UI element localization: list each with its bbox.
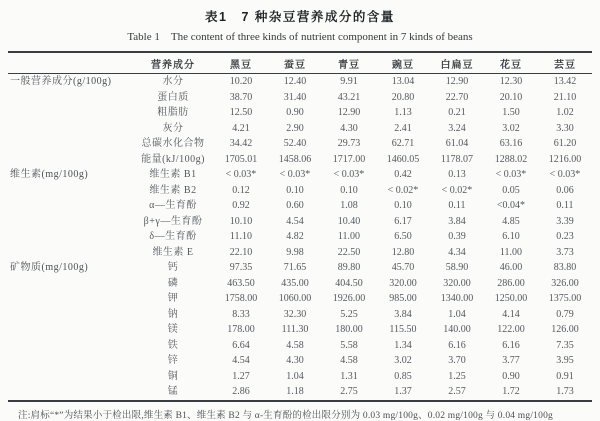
nutrient-name: 总碳水化合物 <box>141 138 205 149</box>
nutrient-value: 63.16 <box>499 138 523 149</box>
nutrient-value: 12.90 <box>445 76 469 87</box>
nutrient-value: 0.39 <box>448 231 466 242</box>
nutrient-name: 维生素 B1 <box>149 169 197 180</box>
nutrient-value: 97.35 <box>229 262 253 273</box>
nutrient-value: 8.33 <box>232 308 250 320</box>
nutrient-value: 3.84 <box>448 215 466 227</box>
nutrient-value: 12.90 <box>337 107 361 118</box>
nutrient-value: 111.30 <box>281 324 309 335</box>
nutrient-value: 1.72 <box>502 386 520 397</box>
nutrient-value: 5.25 <box>340 308 358 320</box>
nutrient-value: 2.75 <box>340 386 358 397</box>
nutrient-value: <0.04* <box>496 200 526 211</box>
nutrient-value: 11.10 <box>229 231 253 242</box>
nutrient-value: 1.50 <box>502 107 520 118</box>
nutrient-value: 1.37 <box>394 386 412 397</box>
nutrient-value: 0.11 <box>556 200 574 211</box>
nutrient-value: 31.40 <box>283 91 307 103</box>
nutrient-value: 3.84 <box>394 308 412 320</box>
table-row <box>8 74 592 90</box>
nutrient-value: 4.14 <box>502 308 520 320</box>
col-header-nutrient: 营养成分 <box>132 52 214 74</box>
nutrient-name: δ—生育酚 <box>149 231 197 242</box>
nutrient-value: 2.86 <box>232 386 250 397</box>
nutrient-value: 1.27 <box>232 370 250 382</box>
nutrient-table <box>8 51 592 402</box>
nutrient-name: 蛋白质 <box>157 91 189 103</box>
nutrient-value: < 0.02* <box>387 184 419 196</box>
nutrient-value: 13.04 <box>391 76 415 87</box>
nutrient-value: 6.16 <box>502 339 520 351</box>
table-title-zh: 表1 7 种杂豆营养成分的含量 <box>205 10 395 24</box>
table-footnote: 注:肩标“*”为结果小于检出限,维生素 B1、维生素 B2 与 α-生育酚的检出限分别为 0.03 mg/100g、0.02 mg/100g 与 0.04 mg/100g <box>18 410 553 421</box>
nutrient-value: 1375.00 <box>548 293 582 304</box>
nutrient-value: 4.21 <box>232 122 250 134</box>
col-header-bean: 青豆 <box>322 52 376 74</box>
nutrient-value: 32.30 <box>283 308 307 320</box>
nutrient-name: 钠 <box>167 308 179 320</box>
nutrient-value: 1.73 <box>556 386 574 397</box>
nutrient-value: 985.00 <box>389 293 417 304</box>
nutrient-value: 22.70 <box>445 91 469 103</box>
nutrient-value: 4.30 <box>286 355 304 366</box>
nutrient-value: 6.64 <box>232 339 250 351</box>
nutrient-value: 1178.07 <box>440 153 474 165</box>
nutrient-value: 4.54 <box>286 215 304 227</box>
nutrient-value: 320.00 <box>443 277 471 289</box>
col-header-bean: 黑豆 <box>214 52 268 74</box>
nutrient-name: 维生素 E <box>152 246 194 258</box>
nutrient-value: 3.95 <box>556 355 574 366</box>
nutrient-value: 6.17 <box>394 215 412 227</box>
nutrient-value: 1460.05 <box>386 153 420 165</box>
nutrient-value: 22.10 <box>229 246 253 258</box>
nutrient-name: 铜 <box>167 370 179 382</box>
nutrient-value: 45.70 <box>391 262 415 273</box>
nutrient-value: < 0.02* <box>441 184 473 196</box>
nutrient-value: 38.70 <box>229 91 253 103</box>
nutrient-value: 1.04 <box>448 308 466 320</box>
nutrient-name: 钾 <box>167 293 179 304</box>
nutrient-value: 4.85 <box>502 215 520 227</box>
nutrient-value: 0.06 <box>556 184 574 196</box>
nutrient-value: 83.80 <box>553 262 577 273</box>
nutrient-value: 286.00 <box>497 277 525 289</box>
nutrient-value: 43.21 <box>337 91 361 103</box>
nutrient-value: 463.50 <box>227 277 255 289</box>
nutrient-value: 2.41 <box>394 122 412 134</box>
nutrient-name: 铁 <box>167 339 179 351</box>
nutrient-name: 锌 <box>167 355 179 366</box>
nutrient-value: 3.70 <box>448 355 466 366</box>
table-body <box>8 74 592 401</box>
nutrient-value: 3.77 <box>502 355 520 366</box>
col-header-bean: 蚕豆 <box>268 52 322 74</box>
nutrient-value: 0.10 <box>286 184 304 196</box>
nutrient-value: 12.40 <box>283 76 307 87</box>
nutrient-value: 1758.00 <box>224 293 258 304</box>
col-header-bean: 芸豆 <box>538 52 592 74</box>
nutrient-name: 水分 <box>162 76 184 87</box>
nutrient-value: 140.00 <box>443 324 471 335</box>
nutrient-value: 1.04 <box>286 370 304 382</box>
nutrient-value: 71.65 <box>283 262 307 273</box>
nutrient-value: 29.73 <box>337 138 361 149</box>
nutrient-value: 0.92 <box>232 200 250 211</box>
nutrient-value: < 0.03* <box>495 169 527 180</box>
col-header-bean: 花豆 <box>484 52 538 74</box>
nutrient-value: 1340.00 <box>440 293 474 304</box>
nutrient-value: 13.42 <box>553 76 577 87</box>
section-label: 一般营养成分(g/100g) <box>10 76 112 87</box>
nutrient-value: 6.16 <box>448 339 466 351</box>
table-row <box>8 167 592 183</box>
nutrient-value: 0.12 <box>232 184 250 196</box>
nutrient-value: 1.18 <box>286 386 304 397</box>
nutrient-value: 1060.00 <box>278 293 312 304</box>
nutrient-value: 0.60 <box>286 200 304 211</box>
nutrient-value: 61.04 <box>445 138 469 149</box>
nutrient-value: 20.80 <box>391 91 415 103</box>
section-label: 维生素(mg/100g) <box>10 169 89 180</box>
table-title-en: Table 1 The content of three kinds of nutrient component in 7 kinds of beans <box>127 31 473 43</box>
col-header-bean: 白扁豆 <box>430 52 484 74</box>
nutrient-value: 0.23 <box>556 231 574 242</box>
section-label: 矿物质(mg/100g) <box>10 262 89 273</box>
nutrient-value: 122.00 <box>497 324 525 335</box>
nutrient-value: 3.02 <box>502 122 520 134</box>
nutrient-value: 126.00 <box>551 324 579 335</box>
nutrient-value: 1288.02 <box>494 153 528 165</box>
col-header-bean: 豌豆 <box>376 52 430 74</box>
nutrient-value: 12.80 <box>391 246 415 258</box>
nutrient-value: 1705.01 <box>224 153 258 165</box>
header-row <box>8 52 592 74</box>
nutrient-value: 1926.00 <box>332 293 366 304</box>
nutrient-value: < 0.03* <box>549 169 581 180</box>
nutrient-value: 4.34 <box>448 246 466 258</box>
nutrient-value: 3.30 <box>556 122 574 134</box>
nutrient-value: 0.13 <box>448 169 466 180</box>
nutrient-value: 61.20 <box>553 138 577 149</box>
nutrient-name: 钙 <box>167 262 179 273</box>
nutrient-value: 9.91 <box>340 76 358 87</box>
nutrient-value: 21.10 <box>553 91 577 103</box>
nutrient-value: 52.40 <box>283 138 307 149</box>
nutrient-value: 1250.00 <box>494 293 528 304</box>
nutrient-value: < 0.03* <box>333 169 365 180</box>
nutrient-value: 404.50 <box>335 277 363 289</box>
nutrient-value: 4.54 <box>232 355 250 366</box>
nutrient-value: 0.42 <box>394 169 412 180</box>
nutrient-value: 115.50 <box>389 324 417 335</box>
nutrient-value: 5.58 <box>340 339 358 351</box>
nutrient-value: 0.21 <box>448 107 466 118</box>
table-header <box>8 52 592 74</box>
nutrient-value: 0.79 <box>556 308 574 320</box>
nutrient-value: 6.10 <box>502 231 520 242</box>
nutrient-value: 1.08 <box>340 200 358 211</box>
nutrient-value: 178.00 <box>227 324 255 335</box>
nutrient-name: 粗脂肪 <box>157 107 189 118</box>
nutrient-value: < 0.03* <box>279 169 311 180</box>
nutrient-value: 34.42 <box>229 138 253 149</box>
nutrient-value: 0.85 <box>394 370 412 382</box>
nutrient-value: 320.00 <box>389 277 417 289</box>
nutrient-value: 6.50 <box>394 231 412 242</box>
nutrient-value: 12.50 <box>229 107 253 118</box>
nutrient-value: 0.05 <box>502 184 520 196</box>
nutrient-value: 3.39 <box>556 215 574 227</box>
nutrient-value: 4.82 <box>286 231 304 242</box>
nutrient-name: 锰 <box>167 386 179 397</box>
nutrient-value: 326.00 <box>551 277 579 289</box>
nutrient-value: 22.50 <box>337 246 361 258</box>
nutrient-value: 435.00 <box>281 277 309 289</box>
nutrient-value: 4.30 <box>340 122 358 134</box>
nutrient-value: 1458.06 <box>278 153 312 165</box>
nutrient-value: 58.90 <box>445 262 469 273</box>
nutrient-value: 3.73 <box>556 246 574 258</box>
nutrient-value: 89.80 <box>337 262 361 273</box>
nutrient-value: 180.00 <box>335 324 363 335</box>
nutrient-value: 3.24 <box>448 122 466 134</box>
nutrient-value: 1.34 <box>394 339 412 351</box>
nutrient-value: 1216.00 <box>548 153 582 165</box>
nutrient-name: 能量(kJ/100g) <box>141 153 205 165</box>
nutrient-value: 9.98 <box>286 246 304 258</box>
nutrient-name: 维生素 B2 <box>149 184 197 196</box>
nutrient-value: 3.02 <box>394 355 412 366</box>
nutrient-value: 11.00 <box>499 246 523 258</box>
nutrient-value: 1717.00 <box>332 153 366 165</box>
nutrient-value: 2.90 <box>286 122 304 134</box>
nutrient-name: 磷 <box>167 277 179 289</box>
nutrient-value: 10.40 <box>337 215 361 227</box>
nutrient-value: 1.25 <box>448 370 466 382</box>
nutrient-value: 1.31 <box>340 370 358 382</box>
nutrient-value: 7.35 <box>556 339 574 351</box>
nutrient-name: 镁 <box>167 324 179 335</box>
nutrient-value: 0.90 <box>286 107 304 118</box>
nutrient-name: 灰分 <box>162 122 184 134</box>
nutrient-value: 10.20 <box>229 76 253 87</box>
nutrient-value: 0.11 <box>448 200 466 211</box>
nutrient-value: 0.10 <box>340 184 358 196</box>
nutrient-name: β+γ—生育酚 <box>143 215 203 227</box>
nutrient-value: < 0.03* <box>225 169 257 180</box>
nutrient-value: 12.30 <box>499 76 523 87</box>
nutrient-value: 0.90 <box>502 370 520 382</box>
nutrient-value: 0.10 <box>394 200 412 211</box>
nutrient-value: 2.57 <box>448 386 466 397</box>
table-row <box>8 260 592 276</box>
nutrient-value: 46.00 <box>499 262 523 273</box>
nutrient-value: 10.10 <box>229 215 253 227</box>
nutrient-value: 62.71 <box>391 138 415 149</box>
nutrient-value: 1.02 <box>556 107 574 118</box>
nutrient-value: 4.58 <box>286 339 304 351</box>
nutrient-value: 20.10 <box>499 91 523 103</box>
nutrient-name: α—生育酚 <box>149 200 197 211</box>
nutrient-value: 4.58 <box>340 355 358 366</box>
nutrient-value: 1.13 <box>394 107 412 118</box>
header-spacer <box>8 52 132 74</box>
nutrient-value: 0.91 <box>556 370 574 382</box>
nutrient-value: 11.00 <box>337 231 361 242</box>
